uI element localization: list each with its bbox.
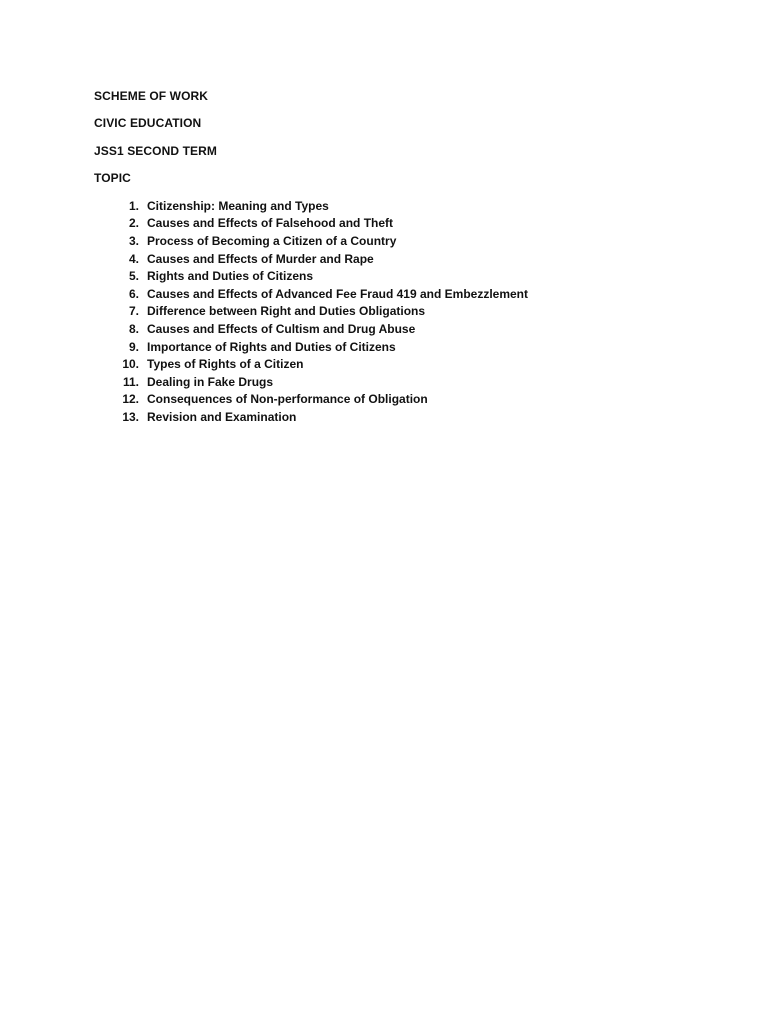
- topic-item: [108, 232, 528, 250]
- topic-item: [108, 338, 528, 356]
- topic-text: Rights and Duties of Citizens: [147, 269, 314, 284]
- topic-text: Causes and Effects of Falsehood and Theft: [147, 216, 394, 231]
- topic-text: Causes and Effects of Advanced Fee Fraud 419 and Embezzlement: [147, 286, 528, 301]
- topic-number: 6.: [128, 286, 139, 301]
- topic-heading: TOPIC: [94, 171, 131, 185]
- topic-item: [108, 197, 528, 215]
- topic-item: [108, 373, 528, 391]
- topic-text: Citizenship: Meaning and Types: [147, 198, 329, 213]
- topic-number: 5.: [128, 269, 139, 284]
- topic-item: [108, 408, 528, 426]
- topic-item: [108, 250, 528, 268]
- topic-number: 10.: [122, 357, 139, 372]
- topic-number: 7.: [128, 304, 139, 319]
- topic-text: Revision and Examination: [147, 409, 297, 424]
- topic-number: 2.: [128, 216, 139, 231]
- topic-number: 11.: [122, 374, 139, 389]
- topic-text: Causes and Effects of Murder and Rape: [147, 251, 374, 266]
- topic-number: 8.: [128, 321, 139, 336]
- subject-heading: CIVIC EDUCATION: [94, 116, 202, 130]
- topic-list: [108, 197, 528, 426]
- topic-item: [108, 285, 528, 303]
- scheme-of-work-heading: SCHEME OF WORK: [94, 89, 209, 103]
- topic-number: 3.: [128, 233, 139, 248]
- topic-text: Importance of Rights and Duties of Citizens: [147, 339, 396, 354]
- topic-item: [108, 215, 528, 233]
- topic-number: 12.: [122, 392, 139, 407]
- topic-number: 9.: [128, 339, 139, 354]
- topic-text: Dealing in Fake Drugs: [147, 374, 274, 389]
- topic-number: 1.: [128, 198, 139, 213]
- topic-item: [108, 355, 528, 373]
- topic-item: [108, 320, 528, 338]
- topic-text: Process of Becoming a Citizen of a Country: [147, 233, 397, 248]
- topic-text: Types of Rights of a Citizen: [147, 357, 304, 372]
- class-term-heading: JSS1 SECOND TERM: [94, 144, 217, 158]
- topic-item: [108, 303, 528, 321]
- topic-number: 4.: [128, 251, 139, 266]
- topic-text: Consequences of Non-performance of Obligation: [147, 392, 428, 407]
- topic-number: 13.: [122, 409, 139, 424]
- topic-text: Difference between Right and Duties Obligations: [147, 304, 426, 319]
- topic-item: [108, 267, 528, 285]
- topic-item: [108, 391, 528, 409]
- topic-text: Causes and Effects of Cultism and Drug Abuse: [147, 321, 416, 336]
